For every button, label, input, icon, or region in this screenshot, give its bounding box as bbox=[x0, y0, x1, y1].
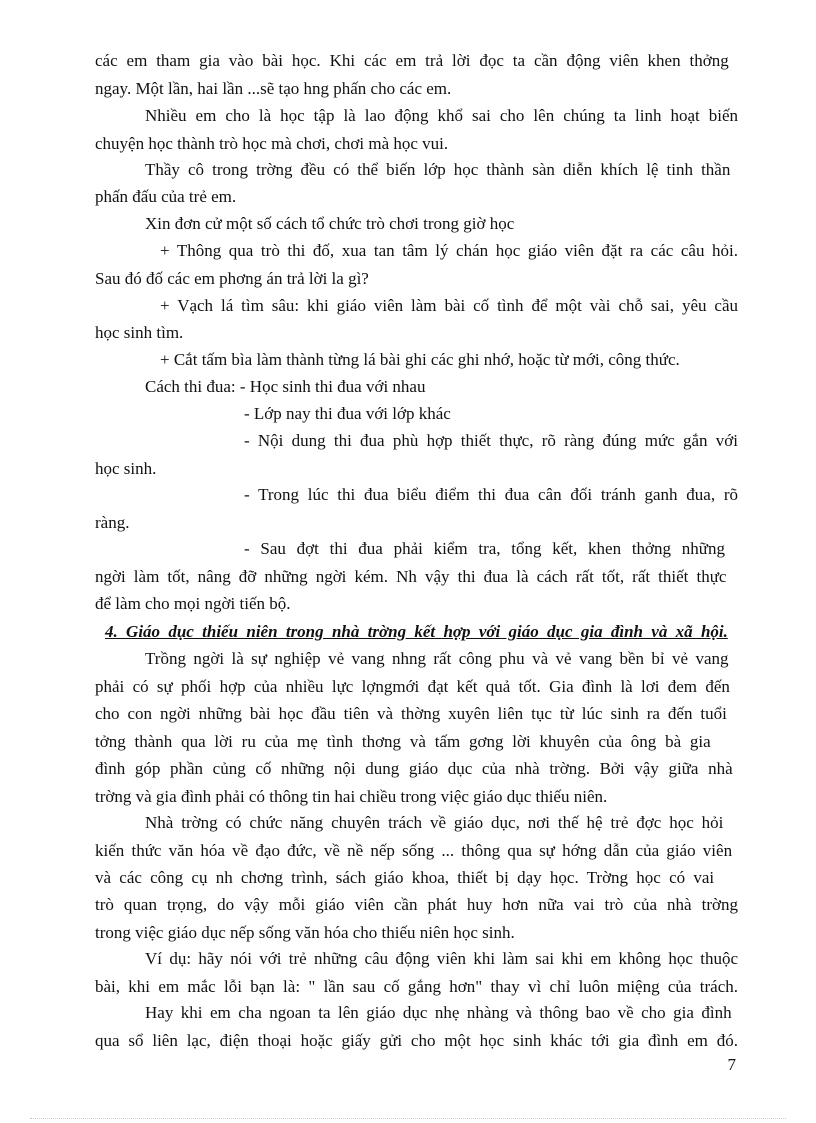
text-line-content: - Nội dung thi đua phù hợp thiết thực, rõ ràng đúng mức gắn với bbox=[244, 431, 738, 450]
text-line-content: cho con ngời những bài học đầu tiên và thờng xuyên liên tục từ lúc sinh ra đến tuổi bbox=[95, 704, 727, 723]
text-line bbox=[95, 894, 738, 916]
text-line bbox=[145, 105, 738, 127]
text-line: Xin đơn cử một số cách tổ chức trò chơi trong giờ học bbox=[145, 214, 515, 233]
text-line-content: Trồng ngời là sự nghiệp vẻ vang nhng rất công phu và vẻ vang bền bỉ vẻ vang bbox=[145, 649, 729, 668]
text-line: + Cắt tấm bìa làm thành từng lá bài ghi các ghi nhớ, hoặc từ mới, công thức. bbox=[160, 350, 680, 369]
text-line-content: Ví dụ: hãy nói với trẻ những câu động viên khi làm sai khi em không học thuộc bbox=[145, 949, 738, 968]
text-line-content: đình góp phần củng cố những nội dung giáo dục của nhà trờng. Bởi vậy giữa nhà bbox=[95, 759, 733, 778]
text-line: trong việc giáo dục nếp sống văn hóa cho thiếu niên học sinh. bbox=[95, 923, 515, 942]
text-line-content: phải có sự phối hợp của nhiều lực lợngmới đạt kết quả tốt. Gia đình là lơi đem đến bbox=[95, 677, 730, 696]
text-line bbox=[95, 758, 738, 780]
text-line bbox=[145, 159, 738, 181]
section-heading bbox=[105, 621, 736, 643]
text-line-content: tởng thành qua lời ru của mẹ tình thơng và tấm gơng lời khuyên của ông bà gia bbox=[95, 732, 711, 751]
text-line-content: các em tham gia vào bài học. Khi các em trả lời đọc ta cần động viên khen thởng bbox=[95, 51, 729, 70]
text-line: chuyện học thành trò học mà chơi, chơi mà học vui. bbox=[95, 134, 449, 153]
page-bottom-rule bbox=[30, 1118, 786, 1119]
text-line: để làm cho mọi ngời tiến bộ. bbox=[95, 594, 291, 613]
text-line bbox=[95, 1030, 738, 1052]
text-line-content: Nhà trờng có chức năng chuyên trách về giáo dục, nơi thế hệ trẻ đợc học hỏi bbox=[145, 813, 724, 832]
text-line bbox=[145, 948, 738, 970]
text-line-content: + Thông qua trò thi đố, xua tan tâm lý chán học giáo viên đặt ra các câu hỏi. bbox=[160, 241, 738, 260]
text-line: phấn đấu của trẻ em. bbox=[95, 187, 237, 206]
text-line: ngay. Một lần, hai lần ...sẽ tạo hng phấn cho các em. bbox=[95, 79, 452, 98]
text-line bbox=[145, 1002, 738, 1024]
text-line: trờng và gia đình phải có thông tin hai chiều trong việc giáo dục thiếu niên. bbox=[95, 787, 608, 806]
text-line bbox=[160, 295, 738, 317]
text-line: học sinh. bbox=[95, 459, 157, 478]
page-number: 7 bbox=[727, 1055, 736, 1074]
text-line bbox=[95, 566, 738, 588]
text-line-content: kiến thức văn hóa về đạo đức, về nề nếp sống ... thông qua sự hớng dẫn của giáo viên bbox=[95, 841, 733, 860]
text-line: học sinh tìm. bbox=[95, 323, 184, 342]
text-line-content: - Sau đợt thi đua phải kiểm tra, tổng kết, khen thởng những bbox=[244, 539, 725, 558]
text-line: Sau đó đố các em phơng án trả lời la gì? bbox=[95, 269, 369, 288]
text-line bbox=[95, 50, 738, 72]
text-line bbox=[95, 731, 738, 753]
text-line-content: và các công cụ nh chơng trình, sách giáo khoa, thiết bị dạy học. Trờng học có vai bbox=[95, 868, 715, 887]
text-line-content: + Vạch lá tìm sâu: khi giáo viên làm bài cố tình để một vài chỗ sai, yêu cầu bbox=[160, 296, 738, 315]
text-line bbox=[244, 538, 738, 560]
text-line bbox=[95, 867, 738, 889]
text-line bbox=[95, 976, 738, 998]
text-line: ràng. bbox=[95, 513, 130, 532]
text-line: Cách thi đua: - Học sinh thi đua với nhau bbox=[145, 377, 426, 396]
text-line bbox=[145, 648, 738, 670]
text-line bbox=[145, 812, 738, 834]
text-line-content: Nhiều em cho là học tập là lao động khổ sai cho lên chúng ta linh hoạt biến bbox=[145, 106, 738, 125]
text-line-content: 4. Giáo dục thiếu niên trong nhà trờng kết hợp với giáo dục gia đình và xã hội. bbox=[105, 622, 728, 641]
text-line: - Lớp nay thi đua với lớp khác bbox=[244, 404, 451, 423]
text-line bbox=[244, 430, 738, 452]
text-line-content: ngời làm tốt, nâng đỡ những ngời kém. Nh vậy thi đua là cách rất tốt, rất thiết thực bbox=[95, 567, 727, 586]
text-line bbox=[160, 240, 738, 262]
text-line bbox=[95, 840, 738, 862]
text-line-content: qua sổ liên lạc, điện thoại hoặc giấy gửi cho một học sinh khác tới gia đình em đó. bbox=[95, 1031, 738, 1050]
text-line bbox=[95, 703, 738, 725]
text-line-content: - Trong lúc thi đua biểu điểm thi đua cân đối tránh ganh đua, rõ bbox=[244, 485, 738, 504]
text-line-content: bài, khi em mắc lỗi bạn là: " lần sau cố gắng hơn" thay vì chỉ luôn miệng của trách. bbox=[95, 977, 738, 996]
text-line-content: trò quan trọng, do vậy mỗi giáo viên cần phát huy hơn nữa vai trò của nhà trờng bbox=[95, 895, 738, 914]
text-line bbox=[244, 484, 738, 506]
text-line-content: Thầy cô trong trờng đều có thể biến lớp học thành sàn diễn khích lệ tinh thần bbox=[145, 160, 731, 179]
text-line-content: Hay khi em cha ngoan ta lên giáo dục nhẹ nhàng và thông bao về cho gia đình bbox=[145, 1003, 732, 1022]
text-line bbox=[95, 676, 738, 698]
